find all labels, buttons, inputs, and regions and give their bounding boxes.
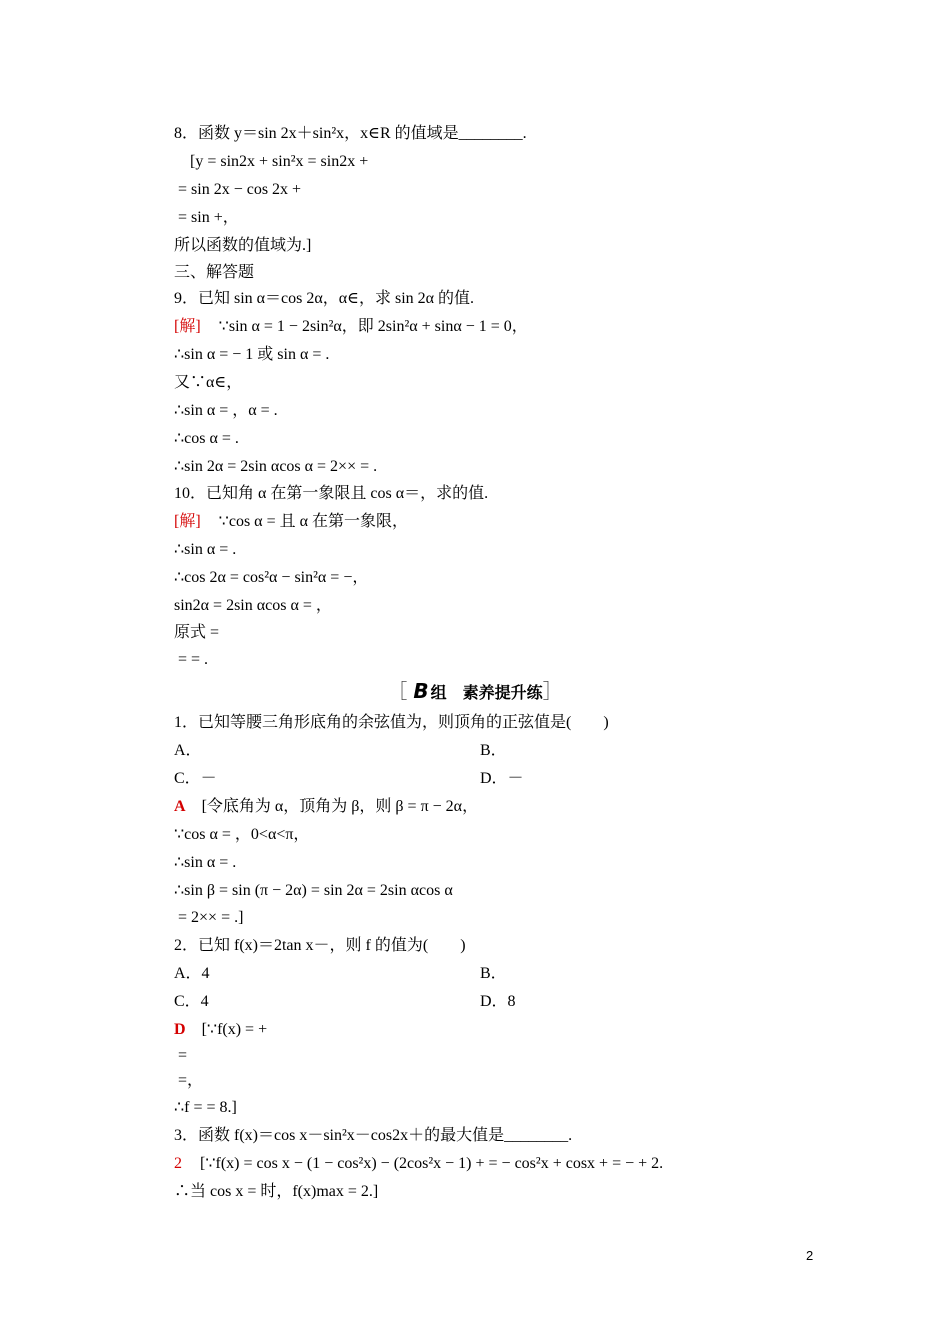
section-b-label: 组 素养提升练 xyxy=(430,683,543,702)
b1-option-b: B． xyxy=(480,742,507,759)
b2-option-b: B． xyxy=(480,965,507,982)
b2-answer-line xyxy=(174,1020,267,1040)
q10-solution-line: sin2α = 2sin αcos α = ， xyxy=(174,597,332,614)
q9-solution-line: ∴cos α = . xyxy=(174,430,239,447)
answer-letter: D xyxy=(174,1021,186,1038)
q10-stem: 10．已知角 α 在第一象限且 cos α＝，求的值. xyxy=(174,485,489,502)
q10-solution-line xyxy=(174,512,408,532)
b2-answer-line: = xyxy=(178,1047,188,1064)
b2-option-c: C．4 xyxy=(174,993,209,1010)
q8-answer-line: = sin 2x − cos 2x + xyxy=(178,181,302,198)
b3-answer-line: ∴当 cos x = 时，f(x)max = 2.] xyxy=(174,1183,379,1200)
q8-stem: 8．函数 y＝sin 2x＋sin²x，x∈R 的值域是________. xyxy=(174,125,527,142)
q10-solution-line: 原式 = xyxy=(174,624,220,641)
solution-tag: [解] xyxy=(174,318,201,335)
b2-answer-line: ∴f = = 8.] xyxy=(174,1099,237,1116)
answer-letter: 2 xyxy=(174,1155,182,1172)
b2-stem: 2．已知 f(x)＝2tan x－，则 f 的值为( ) xyxy=(174,937,466,954)
bracket-close: ］ xyxy=(542,681,563,703)
b2-option-a: A．4 xyxy=(174,965,210,982)
b1-answer-line: = 2×× = .] xyxy=(178,909,244,926)
q8-answer-line: [y = sin2x + sin²x = sin2x + xyxy=(190,153,369,170)
q9-solution-line: 又∵α∈， xyxy=(174,374,243,391)
b1-stem: 1．已知等腰三角形底角的余弦值为，则顶角的正弦值是( ) xyxy=(174,714,609,731)
answer-letter: A xyxy=(174,798,186,815)
answer-text: [∵f(x) = + xyxy=(201,1021,268,1038)
answer-text: [∵f(x) = cos x − (1 − cos²x) − (2cos²x − 1) + = − cos²x + cosx + = − + 2. xyxy=(200,1155,664,1172)
b1-answer-line: ∴sin α = . xyxy=(174,854,237,871)
solution-tag: [解] xyxy=(174,513,201,530)
b1-answer-line: ∴sin β = sin (π − 2α) = sin 2α = 2sin αcos α xyxy=(174,882,453,899)
q10-solution-line: = = . xyxy=(178,651,209,668)
q8-answer-line: = sin +， xyxy=(178,209,239,226)
b2-answer-line: =， xyxy=(178,1072,204,1089)
answer-text: [令底角为 α，顶角为 β，则 β = π − 2α， xyxy=(201,798,479,815)
q9-solution-line: ∴sin α = − 1 或 sin α = . xyxy=(174,346,330,363)
q9-solution-line: ∴sin 2α = 2sin αcos α = 2×× = . xyxy=(174,458,378,475)
q10-solution-line: ∴sin α = . xyxy=(174,541,237,558)
b3-answer-line xyxy=(174,1154,663,1174)
q9-solution-line: ∴sin α = ，α = . xyxy=(174,402,278,419)
group-b-icon: B xyxy=(413,679,429,703)
solution-text: ∵cos α = 且 α 在第一象限， xyxy=(218,513,408,530)
b2-option-d: D．8 xyxy=(480,993,516,1010)
q9-stem: 9．已知 sin α＝cos 2α，α∈，求 sin 2α 的值. xyxy=(174,290,475,307)
b1-option-d: D．－ xyxy=(480,770,524,787)
page-number: 2 xyxy=(806,1248,814,1263)
b1-option-a: A． xyxy=(174,742,202,759)
q9-solution-line xyxy=(174,317,528,337)
b1-answer-line: ∵cos α = ，0<α<π， xyxy=(174,826,310,843)
q10-solution-line: ∴cos 2α = cos²α − sin²α = −， xyxy=(174,569,369,586)
bracket-open: ［ xyxy=(387,681,408,703)
q8-answer-line: 所以函数的值域为.] xyxy=(174,237,312,254)
b1-option-c: C．－ xyxy=(174,770,217,787)
b3-stem: 3．函数 f(x)＝cos x－sin²x－cos2x＋的最大值是________. xyxy=(174,1127,573,1144)
section-heading: 三、解答题 xyxy=(174,264,255,281)
b1-answer-line xyxy=(174,797,478,817)
solution-text: ∵sin α = 1 − 2sin²α，即 2sin²α + sinα − 1 = 0， xyxy=(218,318,528,335)
section-b-header xyxy=(0,680,950,704)
